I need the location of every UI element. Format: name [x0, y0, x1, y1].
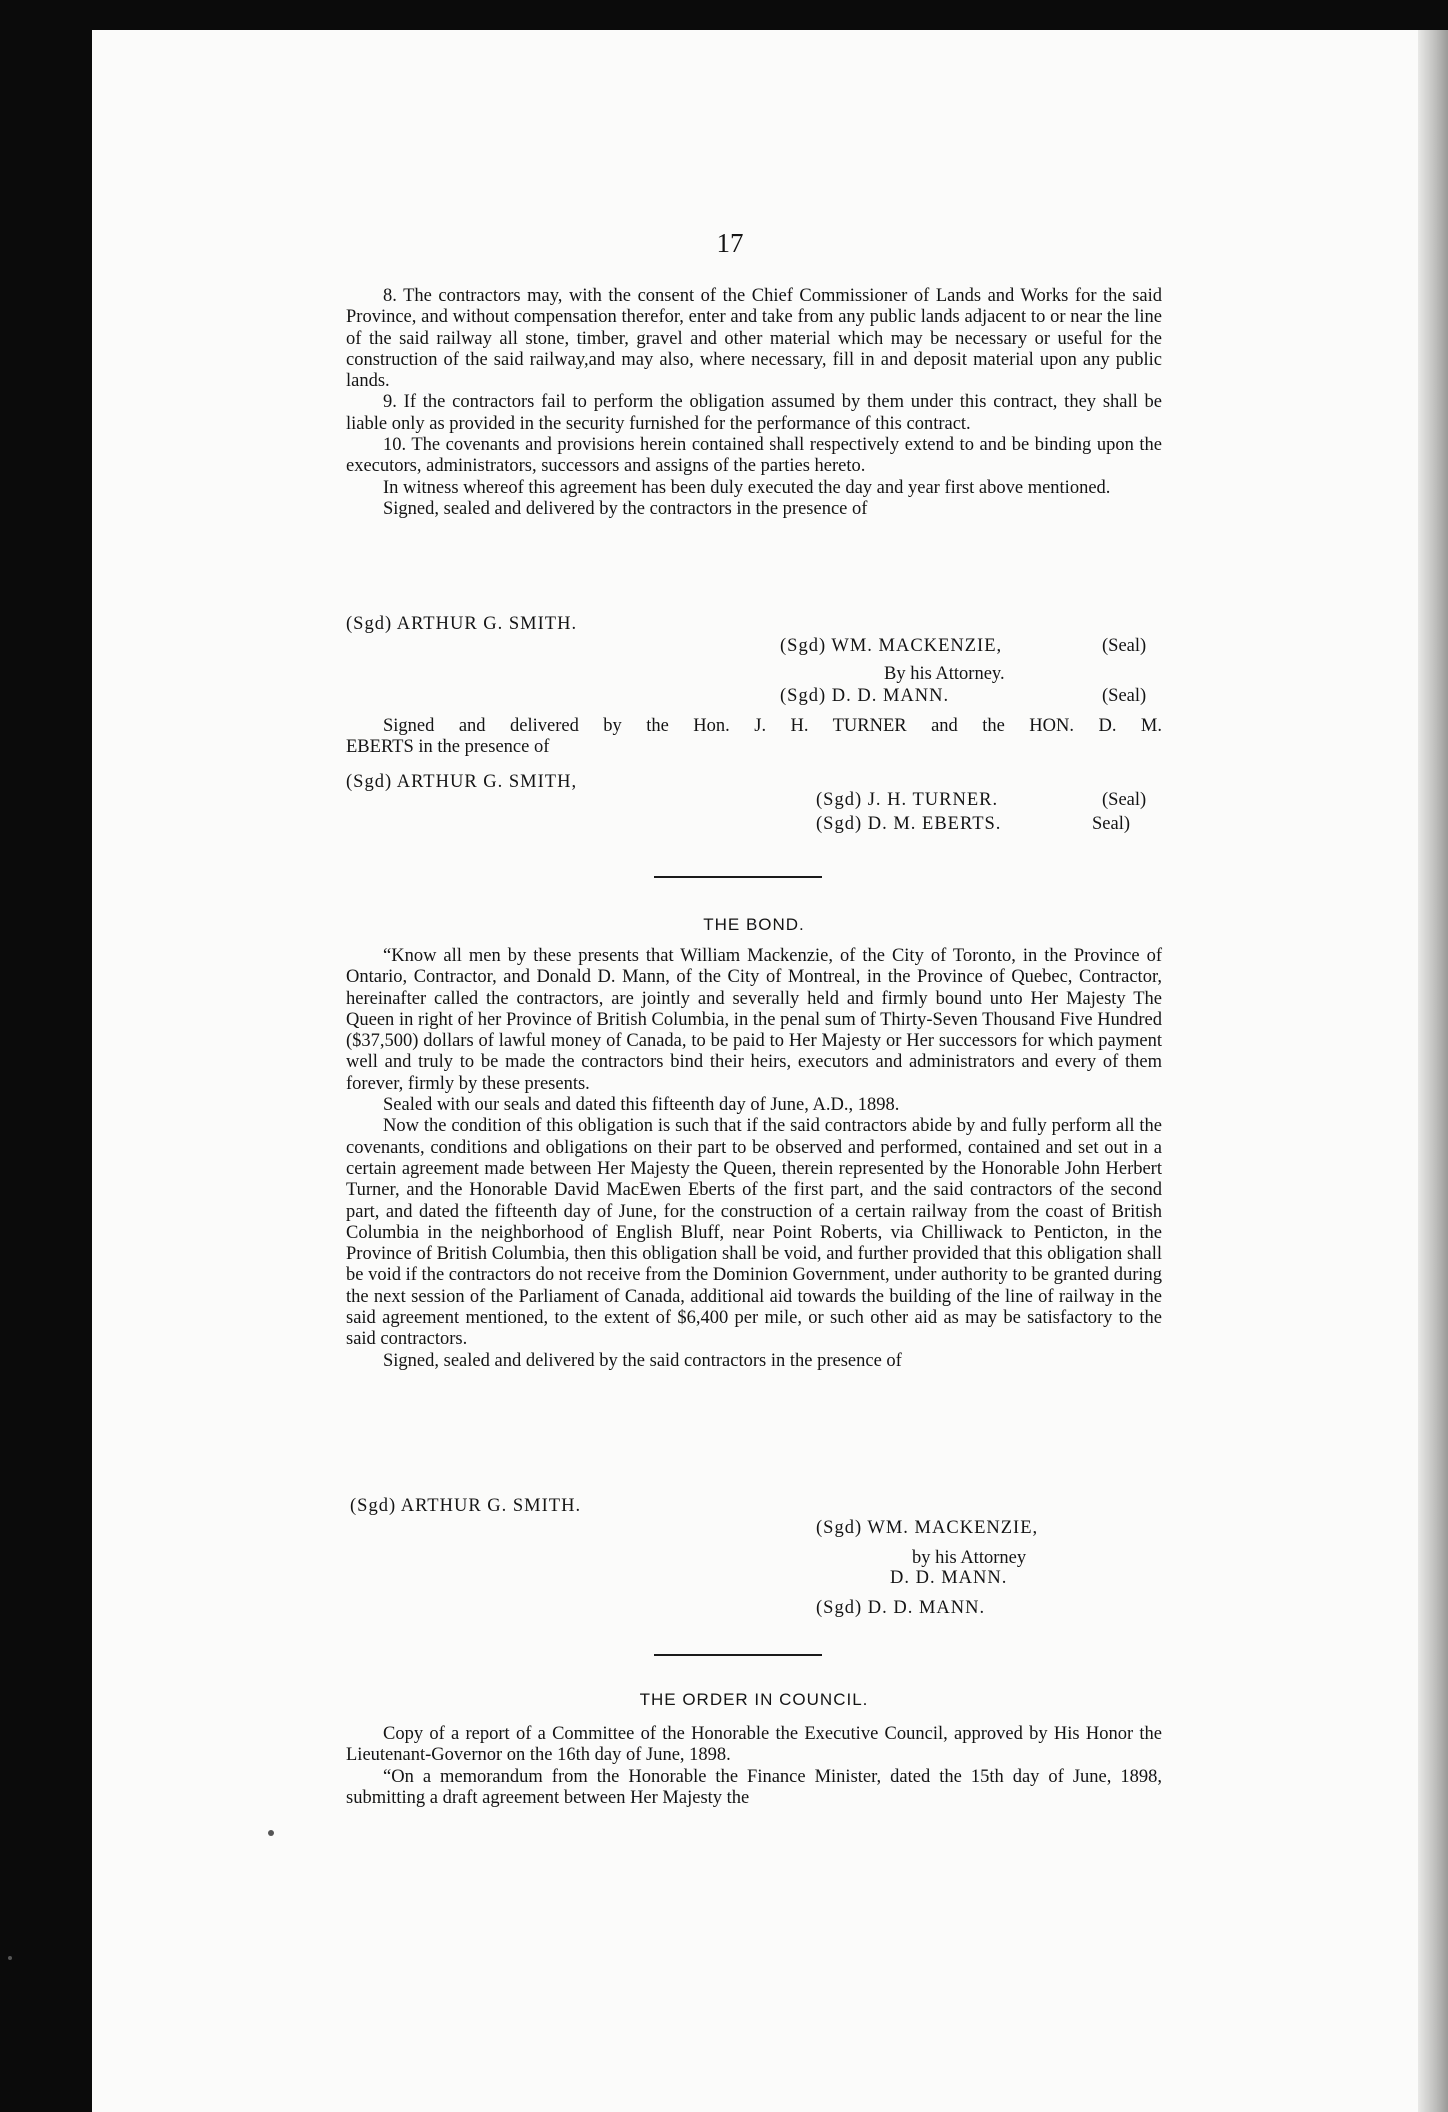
- seal-1: (Seal): [1102, 636, 1147, 656]
- bond-mann-name: D. D. MANN.: [890, 1568, 1008, 1588]
- clause-9: 9. If the contractors fail to perform the obligation assumed by them under this contract, they shall be liable only as provided in the security furnished for the performance of this contract.: [346, 392, 1162, 434]
- bond-mackenzie-signature: (Sgd) WM. MACKENZIE,: [816, 1518, 1039, 1538]
- signed-by-hon: [346, 716, 1162, 759]
- bond-paragraph-1: “Know all men by these presents that William Mackenzie, of the City of Toronto, in the Province of Ontario, Contractor, and Donald D. Mann, of the City of Montreal, in the Province of Quebec, Contractor, hereinafter called the contractors, are jointly and severally held and firmly bound unto Her Majesty The Queen in right of her Province of British Columbia, in the penal sum of Thirty-Seven Thousand Five Hundred ($37,500) dollars of lawful money of Canada, to be paid to Her Majesty or Her successors for which payment well and truly to be made the contractors bind their heirs, executors and administrators and every of them forever, firmly by these presents.: [346, 946, 1162, 1094]
- page-edge: [1418, 30, 1448, 2112]
- witness-clause: In witness whereof this agreement has been duly executed the day and year first above mentioned.: [383, 477, 1111, 498]
- bond-section: [346, 946, 1162, 1372]
- by-his-attorney: By his Attorney.: [884, 664, 1005, 684]
- contract-section: [346, 286, 1162, 520]
- scan-top-border: [0, 0, 1448, 30]
- page-number: 17: [716, 228, 744, 258]
- section-divider-1: [654, 876, 822, 878]
- signed-by-hon-line1: Signed and delivered by the Hon. J. H. TURNER and the HON. D. M.: [383, 716, 1162, 736]
- bond-paragraph-2: Sealed with our seals and dated this fifteenth day of June, A.D., 1898.: [383, 1095, 900, 1116]
- section-divider-2: [654, 1654, 822, 1656]
- bond-paragraph-4: Signed, sealed and delivered by the said contractors in the presence of: [383, 1350, 902, 1371]
- mann-signature: (Sgd) D. D. MANN.: [780, 686, 950, 706]
- seal-3: (Seal): [1102, 790, 1147, 810]
- clause-10: 10. The covenants and provisions herein contained shall respectively extend to and be binding upon the executors, administrators, successors and assigns of the parties hereto.: [346, 435, 1162, 477]
- order-paragraph-1: Copy of a report of a Committee of the Honorable the Executive Council, approved by His Honor the Lieutenant-Governor on the 16th day of June, 1898.: [346, 1724, 1162, 1766]
- clause-8: 8. The contractors may, with the consent of the Chief Commissioner of Lands and Works for the said Province, and without compensation therefor, enter and take from any public lands adjacent to or near the line of the said railway all stone, timber, gravel and other material which may be necessary or useful for the construction of the said railway,and may also, where necessary, fill in and deposit material upon any public lands.: [346, 286, 1162, 392]
- bond-witness-signature: (Sgd) ARTHUR G. SMITH.: [350, 1496, 582, 1516]
- scan-speck: [268, 1830, 274, 1836]
- signed-by-contractors: Signed, sealed and delivered by the contractors in the presence of: [383, 498, 868, 519]
- mackenzie-signature: (Sgd) WM. MACKENZIE,: [780, 636, 1003, 656]
- bond-paragraph-3: Now the condition of this obligation is such that if the said contractors abide by and fully perform all the covenants, conditions and obligations on their part to be observed and performed, contained and set out in a certain agreement made between Her Majesty the Queen, therein represented by the Honorable John Herbert Turner, and the Honorable David MacEwen Eberts of the first part, and the said contractors of the second part, and dated the fifteenth day of June, for the construction of a certain railway from the coast of British Columbia in the neighborhood of English Bluff, near Point Roberts, via Chilliwack to Penticton, in the Province of British Columbia, then this obligation shall be void, and further provided that this obligation shall be void if the contractors do not receive from the Dominion Government, under authority to be granted during the next session of the Parliament of Canada, additional aid towards the building of the line of railway in the said agreement mentioned, to the extent of $6,400 per mile, or such other aid as may be satisfactory to the said contractors.: [346, 1116, 1162, 1350]
- seal-4: Seal): [1092, 814, 1131, 834]
- eberts-signature: (Sgd) D. M. EBERTS.: [816, 814, 1002, 834]
- bond-by-his-attorney: by his Attorney: [912, 1548, 1027, 1568]
- scan-speck: [8, 1956, 12, 1960]
- order-paragraph-2: “On a memorandum from the Honorable the Finance Minister, dated the 15th day of June, 1898, submitting a draft agreement between Her Majesty the: [346, 1766, 1162, 1808]
- order-section: [346, 1724, 1162, 1809]
- witness-signature-2: (Sgd) ARTHUR G. SMITH,: [346, 772, 578, 792]
- witness-signature-1: (Sgd) ARTHUR G. SMITH.: [346, 614, 578, 634]
- turner-signature: (Sgd) J. H. TURNER.: [816, 790, 999, 810]
- bond-mann-signature: (Sgd) D. D. MANN.: [816, 1598, 986, 1618]
- order-heading: THE ORDER IN COUNCIL.: [639, 1690, 869, 1709]
- bond-heading: THE BOND.: [703, 915, 805, 934]
- signed-by-hon-line2: EBERTS in the presence of: [346, 737, 550, 758]
- seal-2: (Seal): [1102, 686, 1147, 706]
